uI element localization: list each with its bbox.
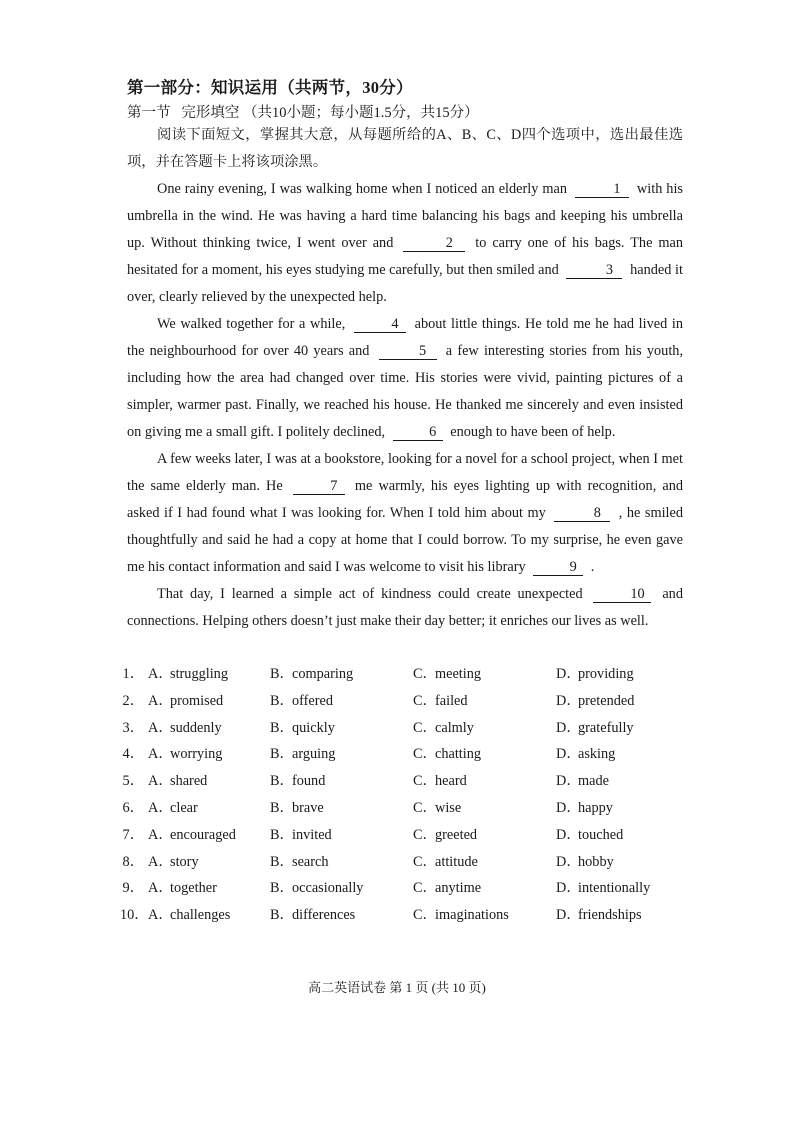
option-text: worrying bbox=[170, 746, 223, 763]
option-d[interactable] bbox=[556, 663, 634, 683]
option-text: differences bbox=[292, 907, 356, 924]
question-number: 1． bbox=[122, 666, 144, 682]
option-letter: D． bbox=[556, 692, 581, 709]
answer-blank-6: 6 bbox=[393, 424, 443, 441]
option-letter: A． bbox=[148, 746, 173, 763]
option-text: failed bbox=[435, 692, 468, 709]
option-text: hobby bbox=[578, 853, 614, 870]
option-letter: D． bbox=[556, 773, 581, 790]
option-text: heard bbox=[435, 773, 467, 790]
option-letter: B． bbox=[270, 719, 294, 736]
passage-paragraph-1 bbox=[127, 176, 683, 311]
instruction-paragraph: 阅读下面短文，掌握其大意，从每题所给的A、B、C、D四个选项中，选出最佳选项，并在答题卡上将该项涂黑。 bbox=[127, 127, 683, 170]
option-text: found bbox=[292, 773, 326, 790]
passage-text: . bbox=[590, 559, 595, 575]
option-a[interactable] bbox=[148, 851, 199, 871]
option-text: shared bbox=[170, 773, 208, 790]
page-footer: 高二英语试卷 第 1 页 (共 10 页) bbox=[308, 980, 486, 995]
option-letter: A． bbox=[148, 719, 173, 736]
option-c[interactable] bbox=[413, 824, 477, 844]
question-row-1 bbox=[120, 663, 700, 690]
question-number: 5． bbox=[122, 773, 144, 790]
option-text: asking bbox=[578, 746, 616, 763]
option-c[interactable] bbox=[413, 851, 478, 871]
option-text: comparing bbox=[292, 666, 354, 682]
question-number: 2． bbox=[122, 692, 144, 709]
option-text: challenges bbox=[170, 907, 231, 924]
passage-text: with his umbrella in the wind. He was having a hard time balancing his bags and keeping his umbrella up. Without thinking twice, I went over and bbox=[127, 181, 683, 251]
option-a[interactable] bbox=[148, 770, 207, 790]
cloze-passage bbox=[127, 122, 683, 635]
option-letter: A． bbox=[148, 692, 173, 709]
option-b[interactable] bbox=[270, 904, 355, 924]
question-row-5 bbox=[120, 770, 700, 797]
question-number: 9． bbox=[122, 880, 144, 897]
question-row-7 bbox=[120, 824, 700, 851]
option-letter: D． bbox=[556, 880, 581, 897]
option-a[interactable] bbox=[148, 797, 198, 817]
option-letter: D． bbox=[556, 826, 581, 843]
passage-text: to carry one of his bags. The man hesitated for a moment, his eyes studying me carefully, but then smiled and bbox=[127, 235, 683, 278]
option-b[interactable] bbox=[270, 690, 333, 710]
option-letter: C． bbox=[413, 746, 437, 763]
option-b[interactable] bbox=[270, 770, 325, 790]
option-text: invited bbox=[292, 826, 332, 843]
option-letter: A． bbox=[148, 853, 173, 870]
passage-text: A few weeks later, I was at a bookstore, looking for a novel for a school project, when I met the same elderly man. He bbox=[127, 451, 683, 494]
option-letter: C． bbox=[413, 773, 437, 790]
passage-text: , he smiled thoughtfully and said he had a copy at home that I could borrow. To my surprise, he even gave me his contact information and said I was welcome to visit his library bbox=[127, 505, 684, 575]
passage-text: enough to have been of help. bbox=[450, 424, 616, 440]
option-c[interactable] bbox=[413, 690, 468, 710]
option-letter: B． bbox=[270, 799, 294, 816]
option-b[interactable] bbox=[270, 743, 335, 763]
answer-blank-4: 4 bbox=[354, 316, 406, 333]
option-c[interactable] bbox=[413, 717, 474, 737]
passage-text: That day, I learned a simple act of kindness could create unexpected bbox=[157, 586, 583, 602]
part-title: 第一部分：知识运用（共两节，30分） bbox=[127, 78, 413, 97]
option-d[interactable] bbox=[556, 824, 623, 844]
option-c[interactable] bbox=[413, 663, 481, 683]
option-letter: C． bbox=[413, 799, 437, 816]
question-number: 10． bbox=[120, 907, 149, 924]
option-b[interactable] bbox=[270, 851, 329, 871]
question-number: 6． bbox=[122, 799, 144, 816]
answer-blank-10: 10 bbox=[593, 586, 651, 603]
option-text: made bbox=[578, 773, 609, 790]
option-letter: B． bbox=[270, 692, 294, 709]
option-text: story bbox=[170, 853, 199, 870]
passage-paragraph-4 bbox=[127, 581, 683, 635]
option-letter: B． bbox=[270, 666, 294, 682]
option-text: pretended bbox=[578, 692, 635, 709]
option-text: intentionally bbox=[578, 880, 651, 897]
option-text: brave bbox=[292, 799, 324, 816]
option-letter: B． bbox=[270, 880, 294, 897]
option-a[interactable] bbox=[148, 824, 236, 844]
option-text: suddenly bbox=[170, 719, 222, 736]
option-d[interactable] bbox=[556, 851, 614, 871]
passage-paragraph-3 bbox=[127, 446, 683, 581]
section-title: 第一节 完形填空 （共10小题；每小题1.5分，共15分） bbox=[127, 105, 479, 121]
answer-blank-7: 7 bbox=[293, 478, 345, 495]
option-d[interactable] bbox=[556, 770, 609, 790]
option-a[interactable] bbox=[148, 743, 222, 763]
answer-blank-5: 5 bbox=[379, 343, 437, 360]
option-text: together bbox=[170, 880, 217, 897]
option-letter: C． bbox=[413, 666, 437, 682]
option-text: struggling bbox=[170, 666, 228, 682]
option-text: attitude bbox=[435, 853, 478, 870]
answer-blank-8: 8 bbox=[554, 505, 610, 522]
option-c[interactable] bbox=[413, 743, 481, 763]
option-letter: B． bbox=[270, 907, 294, 924]
question-row-9 bbox=[120, 877, 700, 904]
option-c[interactable] bbox=[413, 877, 481, 897]
option-c[interactable] bbox=[413, 904, 509, 924]
option-text: search bbox=[292, 853, 329, 870]
question-row-10 bbox=[120, 904, 700, 931]
question-row-3 bbox=[120, 717, 700, 744]
option-letter: A． bbox=[148, 880, 173, 897]
question-number: 3． bbox=[122, 719, 144, 736]
question-row-4 bbox=[120, 743, 700, 770]
passage-text: One rainy evening, I was walking home when I noticed an elderly man bbox=[157, 181, 567, 197]
answer-blank-2: 2 bbox=[403, 235, 465, 252]
option-letter: D． bbox=[556, 666, 581, 682]
option-b[interactable] bbox=[270, 797, 324, 817]
passage-paragraph-2 bbox=[127, 311, 683, 446]
option-letter: A． bbox=[148, 907, 173, 924]
option-letter: A． bbox=[148, 799, 173, 816]
option-letter: D． bbox=[556, 746, 581, 763]
option-text: offered bbox=[292, 692, 334, 709]
option-text: providing bbox=[578, 666, 634, 682]
option-text: quickly bbox=[292, 719, 335, 736]
option-letter: D． bbox=[556, 853, 581, 870]
passage-text: about little things. He told me he had lived in the neighbourhood for over 40 years and bbox=[127, 316, 684, 359]
option-letter: B． bbox=[270, 746, 294, 763]
option-text: greeted bbox=[435, 826, 478, 843]
option-a[interactable] bbox=[148, 904, 230, 924]
option-text: meeting bbox=[435, 666, 482, 682]
option-text: occasionally bbox=[292, 880, 364, 897]
option-a[interactable] bbox=[148, 663, 228, 683]
option-d[interactable] bbox=[556, 743, 615, 763]
passage-text: and connections. Helping others doesn’t just make their day better; it enriches our lives as well. bbox=[127, 586, 683, 629]
option-d[interactable] bbox=[556, 690, 634, 710]
option-b[interactable] bbox=[270, 717, 335, 737]
option-letter: B． bbox=[270, 826, 294, 843]
option-letter: C． bbox=[413, 826, 437, 843]
option-text: gratefully bbox=[578, 719, 634, 736]
option-text: happy bbox=[578, 799, 613, 816]
option-d[interactable] bbox=[556, 717, 634, 737]
option-letter: C． bbox=[413, 719, 437, 736]
option-c[interactable] bbox=[413, 797, 461, 817]
option-a[interactable] bbox=[148, 690, 223, 710]
option-letter: C． bbox=[413, 853, 437, 870]
option-text: calmly bbox=[435, 719, 474, 736]
passage-text: handed it over, clearly relieved by the unexpected help. bbox=[127, 262, 683, 305]
question-row-8 bbox=[120, 851, 700, 878]
answer-blank-1: 1 bbox=[575, 181, 629, 198]
passage-text: me warmly, his eyes lighting up with recognition, and asked if I had found what I was looking for. When I told him about my bbox=[127, 478, 683, 521]
option-d[interactable] bbox=[556, 797, 613, 817]
option-c[interactable] bbox=[413, 770, 467, 790]
option-letter: A． bbox=[148, 773, 173, 790]
passage-text: We walked together for a while, bbox=[157, 316, 346, 332]
answer-blank-3: 3 bbox=[566, 262, 622, 279]
question-number: 4． bbox=[122, 746, 144, 763]
answer-blank-9: 9 bbox=[533, 559, 583, 576]
question-number: 8． bbox=[122, 853, 144, 870]
option-letter: D． bbox=[556, 719, 581, 736]
option-b[interactable] bbox=[270, 824, 332, 844]
question-row-2 bbox=[120, 690, 700, 717]
option-letter: D． bbox=[556, 799, 581, 816]
option-b[interactable] bbox=[270, 663, 353, 683]
options-list bbox=[120, 663, 700, 931]
option-d[interactable] bbox=[556, 877, 650, 897]
passage-text: a few interesting stories from his youth, including how the area had changed over time. His stories were vivid, painting pictures of a simpler, warmer past. Finally, we reached his house. He thanked me sincerely and even insisted on giving me a small gift. I politely declined, bbox=[127, 343, 684, 440]
option-letter: A． bbox=[148, 666, 173, 682]
option-text: anytime bbox=[435, 880, 482, 897]
option-letter: C． bbox=[413, 692, 437, 709]
question-row-6 bbox=[120, 797, 700, 824]
option-text: imaginations bbox=[435, 907, 509, 924]
option-text: wise bbox=[435, 799, 462, 816]
option-text: friendships bbox=[578, 907, 642, 924]
option-text: touched bbox=[578, 826, 624, 843]
option-text: chatting bbox=[435, 746, 482, 763]
option-text: clear bbox=[170, 799, 198, 816]
option-d[interactable] bbox=[556, 904, 642, 924]
option-letter: D． bbox=[556, 907, 581, 924]
option-letter: C． bbox=[413, 907, 437, 924]
option-a[interactable] bbox=[148, 877, 217, 897]
option-letter: A． bbox=[148, 826, 173, 843]
option-letter: C． bbox=[413, 880, 437, 897]
option-text: promised bbox=[170, 692, 224, 709]
question-number: 7． bbox=[122, 826, 144, 843]
option-letter: B． bbox=[270, 773, 294, 790]
option-letter: B． bbox=[270, 853, 294, 870]
option-a[interactable] bbox=[148, 717, 222, 737]
option-b[interactable] bbox=[270, 877, 363, 897]
option-text: arguing bbox=[292, 746, 336, 763]
option-text: encouraged bbox=[170, 826, 236, 843]
